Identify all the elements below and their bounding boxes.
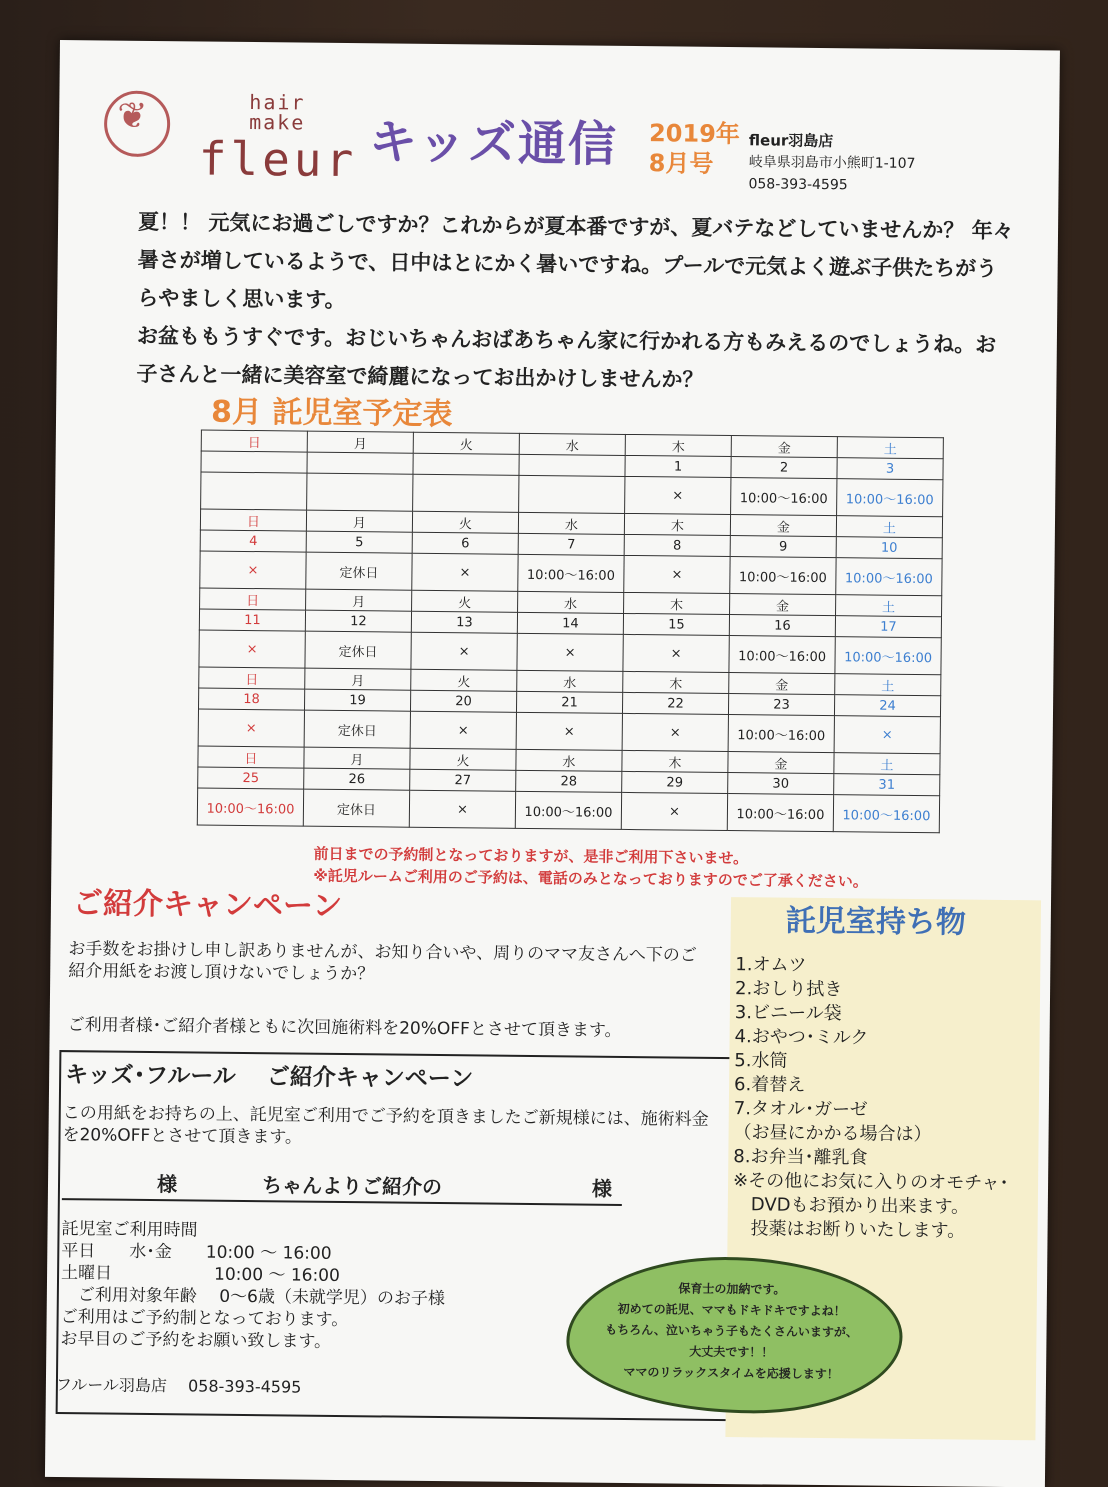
cloud-line-2: 初めての託児、ママもドキドキですよね！ xyxy=(617,1301,846,1319)
cloud-line-5: ママのリラックスタイムを応援します！ xyxy=(623,1364,839,1382)
status-cell: × xyxy=(198,709,304,747)
page-title: キッズ通信 xyxy=(368,114,619,173)
weekday-cell: 金 xyxy=(728,752,834,774)
status-cell: 10:00～16:00 xyxy=(728,715,834,753)
item-entry: 6.着替え xyxy=(733,1074,806,1096)
intro-text xyxy=(136,203,1018,402)
date-cell: 17 xyxy=(835,616,941,638)
date-cell: 12 xyxy=(305,610,411,632)
date-cell: 25 xyxy=(198,767,304,789)
status-cell: × xyxy=(412,553,518,591)
date-cell: 2 xyxy=(731,457,837,479)
item-entry: 4.おやつ･ミルク xyxy=(734,1026,869,1049)
date-cell: 10 xyxy=(836,537,942,559)
hours-saturday: 土曜日 10:00 ～ 16:00 xyxy=(60,1263,340,1286)
usage-hours xyxy=(60,1218,445,1354)
intro-paragraph-1: 夏！！ 元気にお過ごしですか？これからが夏本番ですが、夏バテなどしていませんか？ 年々暑さが増しているようで、日中はとにかく暑いですね。プールで元気よく遊ぶ子供たちがうらやましく思います。 xyxy=(137,209,1014,313)
weekday-cell: 火 xyxy=(413,432,519,454)
referral-sama-1: 様 xyxy=(156,1172,178,1197)
hours-weekday: 平日 水･金 10:00 ～ 16:00 xyxy=(61,1241,332,1264)
issue-month: 8月号 xyxy=(648,149,714,178)
date-cell: 5 xyxy=(306,531,412,553)
weekday-cell: 木 xyxy=(623,671,729,693)
weekday-cell: 土 xyxy=(834,753,940,775)
status-cell: 定休日 xyxy=(303,789,409,827)
schedule-notes xyxy=(313,843,868,893)
weekday-cell: 水 xyxy=(518,512,624,534)
date-cell: 26 xyxy=(304,768,410,790)
date-cell: 4 xyxy=(200,530,306,552)
logo-hair-make xyxy=(249,89,306,135)
shop-name: fleur羽島店 xyxy=(748,131,834,151)
status-cell: 定休日 xyxy=(304,710,410,748)
items-list xyxy=(732,953,1035,1244)
date-cell: 18 xyxy=(199,688,305,710)
logo-make: make xyxy=(249,109,306,135)
status-cell: × xyxy=(516,712,622,750)
item-entry: ※その他にお気に入りのオモチャ･ xyxy=(732,1170,1009,1194)
weekday-cell: 金 xyxy=(731,436,837,458)
weekday-cell: 木 xyxy=(625,434,731,456)
weekday-cell: 日 xyxy=(199,667,305,689)
status-cell: × xyxy=(834,716,940,754)
item-entry: 3.ビニール袋 xyxy=(734,1002,842,1025)
intro-paragraph-2: お盆ももうすぐです。おじいちゃんおばあちゃん家に行かれる方もみえるのでしょうね。お子さんと一緒に美容室で綺麗になってお出かけしませんか？ xyxy=(136,323,997,392)
weekday-cell: 月 xyxy=(307,431,413,453)
date-cell: 16 xyxy=(729,615,835,637)
weekday-cell: 火 xyxy=(412,511,518,533)
weekday-cell: 土 xyxy=(837,437,943,459)
weekday-cell: 月 xyxy=(305,668,411,690)
status-cell: 10:00～16:00 xyxy=(730,557,836,595)
date-cell: 22 xyxy=(622,692,728,714)
item-entry: 投薬はお断りいたします。 xyxy=(732,1218,966,1242)
item-entry: （お昼にかかる場合は） xyxy=(733,1122,932,1146)
weekday-cell: 土 xyxy=(836,595,942,617)
status-cell: 10:00～16:00 xyxy=(836,558,942,596)
date-cell: 1 xyxy=(625,455,731,477)
status-cell: × xyxy=(409,790,515,828)
status-cell: 10:00～16:00 xyxy=(835,637,941,675)
schedule-table xyxy=(197,429,944,833)
weekday-cell: 月 xyxy=(306,510,412,532)
status-cell: × xyxy=(199,630,305,668)
referral-name-line xyxy=(62,1170,622,1206)
date-cell: 8 xyxy=(624,534,730,556)
status-cell: 10:00～16:00 xyxy=(515,791,621,829)
weekday-cell: 金 xyxy=(730,594,836,616)
date-cell: 7 xyxy=(518,533,624,555)
weekday-cell: 月 xyxy=(304,747,410,769)
shop-info xyxy=(748,129,915,197)
weekday-cell: 木 xyxy=(622,750,728,772)
logo-name: fleur xyxy=(198,131,358,188)
fleur-logo-glyph: ❦ xyxy=(116,95,148,137)
shop-address: 岐阜県羽島市小熊町1-107 xyxy=(748,154,916,172)
status-cell: × xyxy=(410,711,516,749)
weekday-cell: 木 xyxy=(624,592,730,614)
speech-cloud-text xyxy=(586,1278,877,1386)
weekday-cell: 土 xyxy=(835,674,941,696)
date-cell: 11 xyxy=(199,609,305,631)
weekday-cell: 日 xyxy=(201,430,307,452)
date-cell: 9 xyxy=(730,536,836,558)
item-entry: 2.おしり拭き xyxy=(734,978,843,1001)
weekday-cell: 水 xyxy=(516,749,622,771)
cloud-line-4: 大丈夫です！！ xyxy=(689,1344,774,1360)
date-cell xyxy=(519,454,625,476)
date-cell xyxy=(413,453,519,475)
campaign-text-2: ご利用者様･ご紹介者様ともに次回施術料を20%OFFとさせて頂きます。 xyxy=(67,1015,622,1041)
date-cell: 27 xyxy=(410,769,516,791)
date-cell: 31 xyxy=(834,774,940,796)
date-cell: 29 xyxy=(622,771,728,793)
status-cell: × xyxy=(411,632,517,670)
weekday-cell: 土 xyxy=(836,516,942,538)
schedule-note-1: 前日までの予約制となっておりますが、是非ご利用下さいませ。 xyxy=(313,844,749,868)
cloud-line-3: もちろん、泣いちゃう子もたくさんいますが、 xyxy=(605,1322,858,1340)
status-cell: × xyxy=(200,551,306,589)
date-cell: 14 xyxy=(517,612,623,634)
weekday-cell: 水 xyxy=(519,433,625,455)
schedule-title: 8月 託児室予定表 xyxy=(210,394,453,433)
newsletter-page xyxy=(45,40,1060,1487)
status-cell: × xyxy=(621,792,727,830)
early-reservation-note: お早目のご予約をお願い致します。 xyxy=(60,1329,332,1352)
weekday-cell: 日 xyxy=(198,746,304,768)
weekday-cell: 月 xyxy=(306,589,412,611)
item-entry: DVDもお預かり出来ます。 xyxy=(732,1194,970,1218)
date-cell: 21 xyxy=(516,691,622,713)
status-cell: × xyxy=(623,634,729,672)
date-cell xyxy=(201,451,307,473)
item-entry: 7.タオル･ガーゼ xyxy=(733,1098,868,1121)
status-cell: × xyxy=(625,476,731,514)
weekday-cell: 火 xyxy=(410,748,516,770)
status-cell xyxy=(413,474,519,512)
weekday-cell: 水 xyxy=(517,670,623,692)
date-cell: 23 xyxy=(728,694,834,716)
shop-phone: 058-393-4595 xyxy=(748,176,848,194)
campaign-text-1: お手数をお掛けし申し訳ありませんが、お知り合いや、周りのママ友さんへ下のご紹介用紙をお渡し頂けないでしょうか？ xyxy=(68,939,697,985)
date-cell: 15 xyxy=(623,613,729,635)
weekday-cell: 木 xyxy=(624,513,730,535)
date-cell: 6 xyxy=(412,532,518,554)
referral-form-title: キッズ･フルール ご紹介キャンペーン xyxy=(65,1062,474,1093)
status-cell: 10:00～16:00 xyxy=(727,794,833,832)
weekday-cell: 金 xyxy=(729,673,835,695)
date-cell: 3 xyxy=(837,458,943,480)
weekday-cell: 日 xyxy=(200,509,306,531)
date-cell: 20 xyxy=(410,690,516,712)
reservation-note: ご利用はご予約制となっております。 xyxy=(60,1307,349,1331)
date-cell xyxy=(307,452,413,474)
item-entry: 8.お弁当･離乳食 xyxy=(733,1146,868,1169)
status-cell: × xyxy=(622,713,728,751)
date-cell: 13 xyxy=(411,611,517,633)
status-cell: 10:00～16:00 xyxy=(837,479,943,517)
logo-hair: hair xyxy=(249,89,306,115)
target-age: ご利用対象年齢 0～6歳（未就学児）のお子様 xyxy=(60,1285,445,1310)
status-cell: × xyxy=(517,633,623,671)
status-cell xyxy=(201,472,307,510)
status-row xyxy=(197,788,939,833)
hours-title: 託児室ご利用時間 xyxy=(61,1219,198,1241)
weekday-cell: 火 xyxy=(412,590,518,612)
weekday-cell: 金 xyxy=(730,515,836,537)
referral-text: ちゃんよりご紹介の xyxy=(261,1173,443,1200)
status-cell: 10:00～16:00 xyxy=(833,795,939,833)
issue-year: 2019年 xyxy=(648,119,740,149)
status-cell: 10:00～16:00 xyxy=(731,478,837,516)
cloud-line-1: 保育士の加納です。 xyxy=(678,1281,786,1297)
date-cell: 28 xyxy=(516,770,622,792)
status-cell: 10:00～16:00 xyxy=(729,636,835,674)
referral-sama-2: 様 xyxy=(591,1176,613,1201)
status-cell xyxy=(307,473,413,511)
referral-form-text: この用紙をお持ちの上、託児室ご利用でご予約を頂きましたご新規様には、施術料金を20%OFFとさせて頂きます。 xyxy=(62,1103,709,1148)
status-cell xyxy=(519,475,625,513)
item-entry: 1.オムツ xyxy=(735,954,807,976)
issue-label xyxy=(649,118,740,179)
status-cell: 10:00～16:00 xyxy=(518,554,624,592)
date-cell: 24 xyxy=(834,695,940,717)
weekday-cell: 火 xyxy=(411,669,517,691)
status-cell: 定休日 xyxy=(306,552,412,590)
status-cell: 10:00～16:00 xyxy=(197,788,303,826)
footer-shop-contact: フルール羽島店 058-393-4595 xyxy=(55,1375,302,1397)
items-title: 託児室持ち物 xyxy=(785,903,966,941)
date-cell: 19 xyxy=(304,689,410,711)
weekday-cell: 水 xyxy=(518,591,624,613)
campaign-title: ご紹介キャンペーン xyxy=(72,886,343,925)
schedule-note-2: ※託児ルームご利用のご予約は、電話のみとなっておりますのでご了承ください。 xyxy=(313,866,868,891)
item-entry: 5.水筒 xyxy=(734,1050,788,1072)
weekday-cell: 日 xyxy=(200,588,306,610)
status-cell: 定休日 xyxy=(305,631,411,669)
date-cell: 30 xyxy=(728,773,834,795)
status-cell: × xyxy=(624,555,730,593)
